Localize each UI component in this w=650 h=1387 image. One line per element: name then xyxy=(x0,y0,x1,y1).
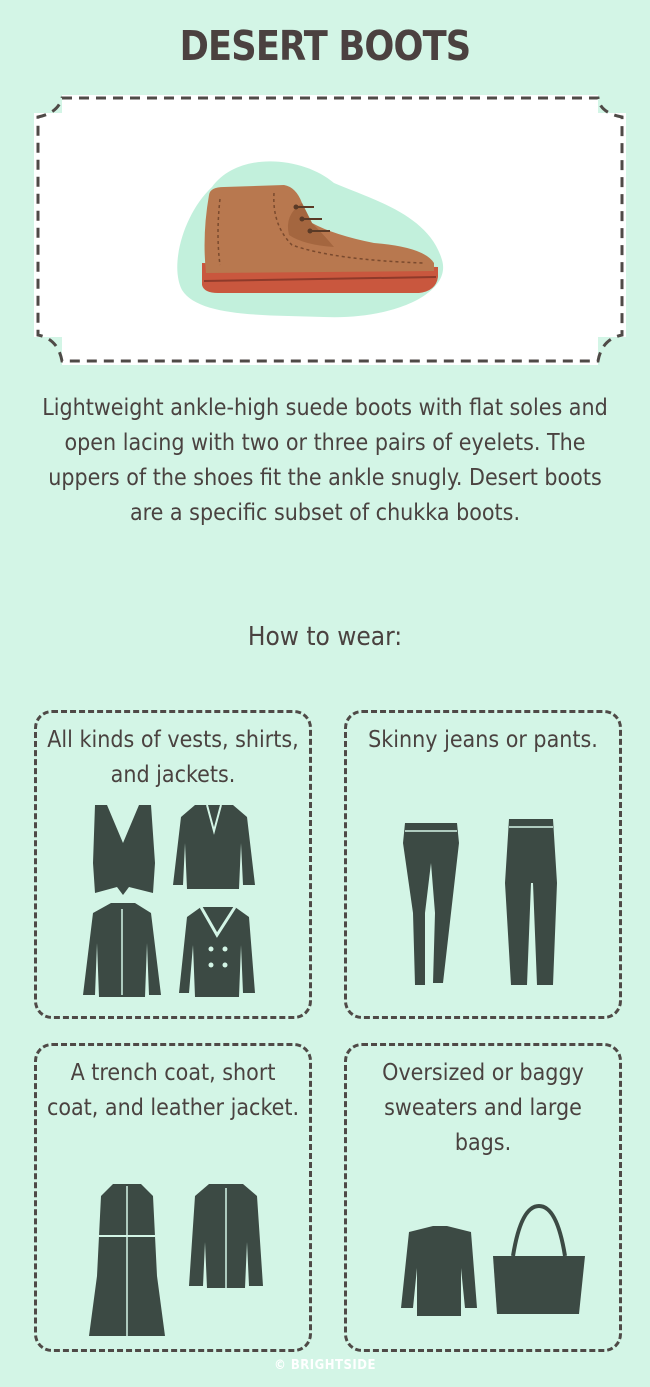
page-title: DESERT BOOTS xyxy=(179,22,471,70)
tote-bag-icon xyxy=(493,1206,585,1314)
card-sweaters-bags xyxy=(344,1043,622,1352)
footer-credit: © BRIGHTSIDE xyxy=(274,1358,376,1373)
card-jeans-pants xyxy=(344,710,622,1019)
double-breasted-jacket-icon xyxy=(179,907,255,997)
card-label: Skinny jeans or pants. xyxy=(368,727,598,753)
card-coats xyxy=(34,1043,312,1352)
description: Lightweight ankle-high suede boots with flat soles and open lacing with two or three pairs of eyelets. The uppers of the shoes fit the ankle snugly. Desert boots are a specific subset of chukka boots. xyxy=(42,395,608,526)
boot-illustration-frame xyxy=(34,95,626,365)
blazer-icon xyxy=(173,805,255,889)
card-label: Oversized or baggy sweaters and large bags. xyxy=(382,1060,584,1156)
trench-coat-icon xyxy=(89,1184,165,1336)
card-label: A trench coat, short coat, and leather jacket. xyxy=(46,1060,300,1121)
card-vests-shirts-jackets xyxy=(34,710,312,1019)
card-label: All kinds of vests, shirts, and jackets. xyxy=(47,727,299,788)
vest-icon xyxy=(93,805,155,895)
skinny-jeans-icon xyxy=(403,823,459,985)
section-heading: How to wear: xyxy=(247,622,403,652)
shirt-icon xyxy=(83,903,161,997)
pants-icon xyxy=(505,819,557,985)
sweater-icon xyxy=(401,1226,477,1316)
short-coat-icon xyxy=(189,1184,263,1288)
